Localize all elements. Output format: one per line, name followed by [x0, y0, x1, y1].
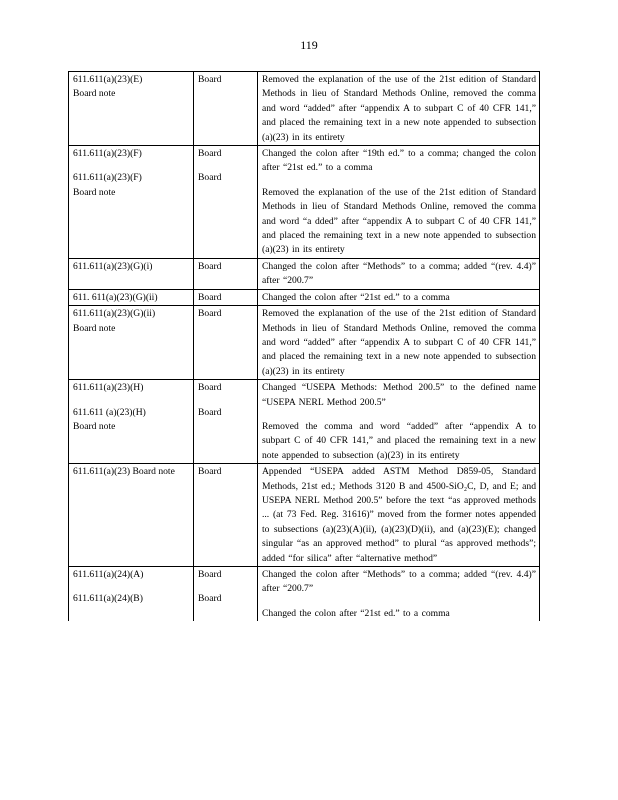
- section-citation: 611.611(a)(23)(G)(i): [73, 260, 153, 272]
- table-row: [69, 464, 540, 567]
- amendments-table: [68, 71, 540, 621]
- change-source: Board: [198, 569, 222, 580]
- description-cell: [258, 567, 540, 622]
- description-cell: [258, 464, 540, 567]
- change-description: Removed the explanation of the use of the 21st edition of Standard Methods in lieu of Standard Methods Online, removed the comma and word “a dded” after “appendix A to subpart C of 40 CFR 141,” and placed the remaining text in a new note appended to subsection (a)(23) in its entirety: [262, 186, 536, 256]
- source-cell: [194, 289, 258, 305]
- source-cell: [194, 380, 258, 464]
- change-source: Board: [198, 406, 222, 418]
- change-description: Changed “USEPA Methods: Method 200.5” to the defined name “USEPA NERL Method 200.5”: [262, 382, 536, 408]
- change-source: Board: [198, 74, 222, 85]
- source-cell: [194, 464, 258, 567]
- change-source: Board: [198, 172, 222, 184]
- change-source: Board: [198, 593, 222, 605]
- section-cell: [69, 258, 194, 289]
- table-row: [69, 380, 540, 464]
- change-description: Removed the explanation of the use of the 21st edition of Standard Methods in lieu of Standard Methods Online, removed the comma and word “added” after “appendix A to subpart C of 40 CFR 141,” and placed the remaining text in a new note appended to subsection (a)(23) in its entirety: [262, 308, 536, 377]
- description-cell: [258, 380, 540, 464]
- section-citation: 611.611(a)(24)(A): [73, 569, 144, 580]
- section-citation: 611. 611(a)(23)(G)(ii): [73, 291, 158, 303]
- source-cell: [194, 567, 258, 622]
- table-row: [69, 146, 540, 259]
- table-row: [69, 289, 540, 305]
- section-citation: 611.611(a)(23)(E) Board note: [73, 74, 143, 100]
- change-description: Changed the colon after “21st ed.” to a comma: [262, 291, 450, 303]
- section-citation: 611.611(a)(23)(G)(ii) Board note: [73, 308, 156, 334]
- source-cell: [194, 72, 258, 146]
- section-citation: 611.611(a)(23)(F): [73, 148, 142, 160]
- source-cell: [194, 258, 258, 289]
- change-description: Changed the colon after “21st ed.” to a comma: [262, 607, 450, 619]
- table-row: [69, 258, 540, 289]
- section-cell: [69, 306, 194, 380]
- section-cell: [69, 567, 194, 622]
- description-cell: [258, 306, 540, 380]
- description-cell: [258, 146, 540, 259]
- change-description: Removed the explanation of the use of the 21st edition of Standard Methods in lieu of Standard Methods Online, removed the comma and word “added” after “appendix A to subpart C of 40 CFR 141,” and placed the remaining text in a new note appended to subsection (a)(23) in its entirety: [262, 74, 536, 143]
- change-description: Changed the colon after “19th ed.” to a comma; changed the colon after “21st ed.” to a comma: [262, 148, 536, 174]
- section-citation: 611.611(a)(23) Board note: [73, 466, 175, 478]
- change-source: Board: [198, 382, 222, 394]
- table-row: [69, 72, 540, 146]
- section-cell: [69, 464, 194, 567]
- change-description: Changed the colon after “Methods” to a comma; added “(rev. 4.4)” after “200.7”: [262, 569, 536, 595]
- section-citation: 611.611(a)(23)(H): [73, 382, 144, 394]
- change-source: Board: [198, 291, 222, 303]
- section-cell: [69, 72, 194, 146]
- amendments-table-body: [69, 72, 540, 622]
- change-source: Board: [198, 308, 222, 320]
- table-row: [69, 306, 540, 380]
- description-cell: [258, 289, 540, 305]
- section-cell: [69, 146, 194, 259]
- source-cell: [194, 146, 258, 259]
- table-row: [69, 567, 540, 622]
- section-citation: 611.611(a)(23)(F) Board note: [73, 172, 142, 198]
- change-source: Board: [198, 148, 222, 160]
- change-source: Board: [198, 466, 222, 478]
- change-description: Changed the colon after “Methods” to a comma; added “(rev. 4.4)” after “200.7”: [262, 260, 536, 287]
- change-description: Removed the comma and word “added” after “appendix A to subpart C of 40 CFR 141,” and placed the remaining text in a new note appended to subsection (a)(23) in its entirety: [262, 420, 536, 461]
- change-description: Appended “USEPA added ASTM Method D859-05, Standard Methods, 21st ed.; Methods 3120 B and 4500-SiO₂C, D, and E; and USEPA NERL Method 200.5” before the text “as approved methods ... (at 73 Fed. Reg. 31616)” moved from the former notes appended to subsections (a)(23)(A)(ii), (a)(23)(D)(ii), and (a)(23)(E); changed singular “as an approved method” to plural “as approved methods”; added “for silica” after “alternative method”: [262, 466, 536, 564]
- section-citation: 611.611(a)(24)(B): [73, 593, 143, 605]
- change-source: Board: [198, 260, 222, 272]
- source-cell: [194, 306, 258, 380]
- section-cell: [69, 289, 194, 305]
- page-number: 119: [300, 38, 318, 52]
- description-cell: [258, 72, 540, 146]
- section-citation: 611.611 (a)(23)(H) Board note: [73, 406, 146, 432]
- description-cell: [258, 258, 540, 289]
- section-cell: [69, 380, 194, 464]
